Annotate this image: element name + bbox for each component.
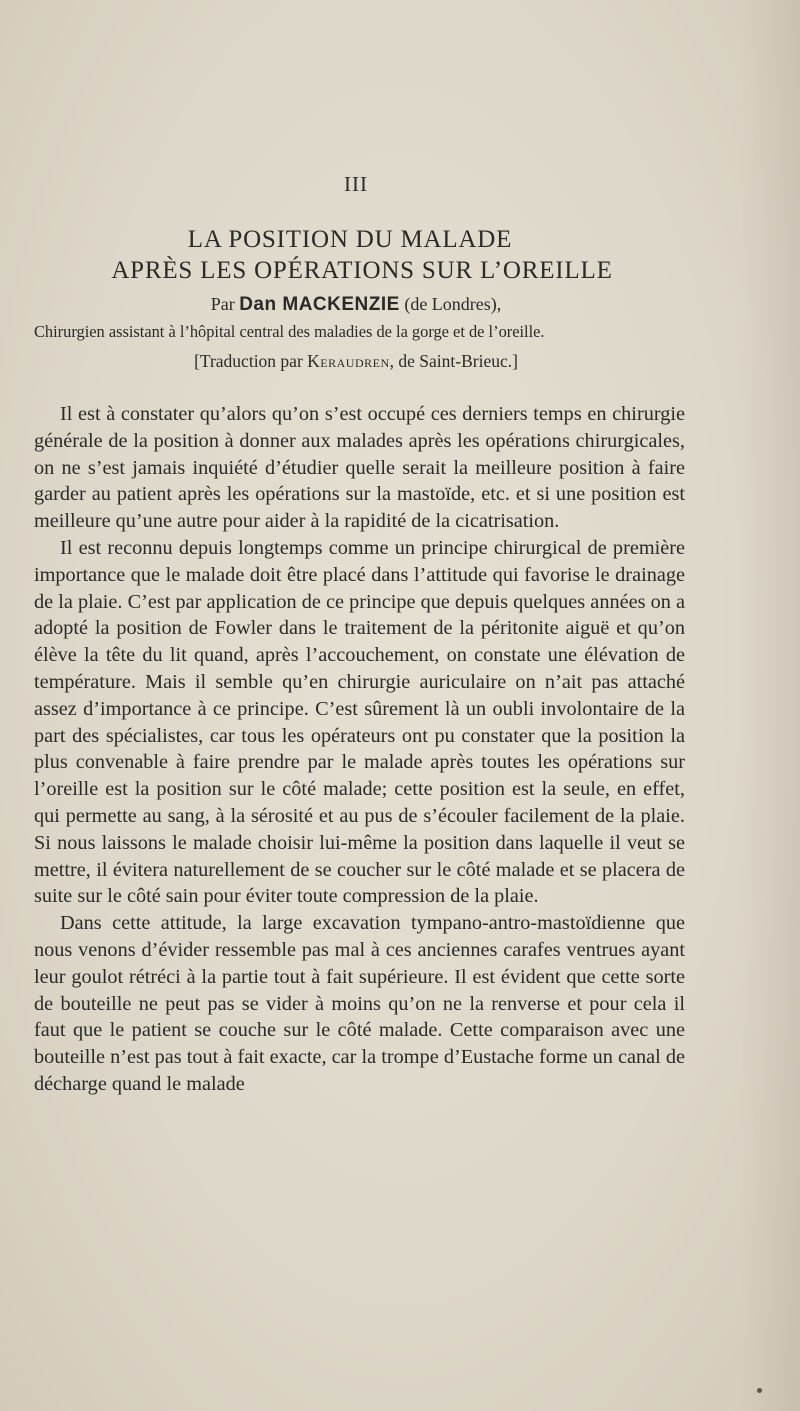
paper-speck	[757, 1388, 762, 1393]
byline	[0, 294, 712, 316]
translation-credit	[0, 351, 712, 372]
author-origin: (de Londres),	[404, 294, 502, 314]
translation-suffix: , de Saint-Brieuc.]	[389, 351, 518, 371]
body-paragraph-3: Dans cette attitude, la large excavation tympano-antro-mastoïdienne que nous venons d’évider ressemble pas mal à ces anciennes carafes ventrues ayant leur goulot rétréci à la partie tout à fait supérieure. Il est évident que cette sorte de bouteille ne peut pas se vider à moins qu’on ne la renverse et pour cela il faut que le patient se couche sur le côté malade. Cette comparaison avec une bouteille n’est pas tout à fait exacte, car la trompe d’Eustache forme un canal de décharge quand le malade	[34, 912, 685, 1095]
page-edge-shadow	[740, 0, 800, 1411]
article-title-line-2: APRÈS LES OPÉRATIONS SUR L’OREILLE	[111, 257, 613, 284]
section-number: III	[344, 172, 368, 196]
body-paragraph-1: Il est à constater qu’alors qu’on s’est occupé ces derniers temps en chirurgie générale de la position à donner aux malades après les opérations chirurgicales, on ne s’est jamais inquiété d’étudier quelle serait la meilleure position à faire garder au patient après les opérations sur la mastoïde, etc. et si une position est meilleure qu’une autre pour aider à la rapidité de la cicatrisation.	[34, 403, 685, 533]
author-name: Dan MACKENZIE	[239, 294, 400, 315]
byline-prefix: Par	[210, 294, 235, 314]
article-title-line-1: LA POSITION DU MALADE	[187, 226, 513, 253]
author-affiliation: Chirurgien assistant à l’hôpital central des maladies de la gorge et de l’oreille.	[34, 322, 545, 341]
article-body	[34, 401, 685, 1098]
body-paragraph-2: Il est reconnu depuis longtemps comme un principe chirurgical de première importance que le malade doit être placé dans l’attitude qui favorise le drainage de la plaie. C’est par application de ce principe que depuis quelques années on a adopté la position de Fowler dans le traitement de la péritonite aiguë et qu’on élève la tête du lit quand, après l’accouchement, on constate une élévation de température. Mais il semble qu’en chirurgie auriculaire on n’ait pas attaché assez d’importance à ce principe. C’est sûrement là un oubli involontaire de la part des spécialistes, car tous les opérateurs ont pu constater que la position la plus convenable à faire prendre par le malade après toutes les opérations sur l’oreille est la position sur le côté malade; cette position est la seule, en effet, qui permette au sang, à la sérosité et au pus de s’écouler facilement de la plaie. Si nous laissons le malade choisir lui-même la position dans laquelle il veut se mettre, il évitera naturellement de se coucher sur le côté malade et se placera de suite sur le côté sain pour éviter toute compression de la plaie.	[34, 536, 685, 908]
translation-prefix: [Traduction par	[194, 351, 303, 371]
translator-name: Keraudren	[307, 351, 390, 371]
